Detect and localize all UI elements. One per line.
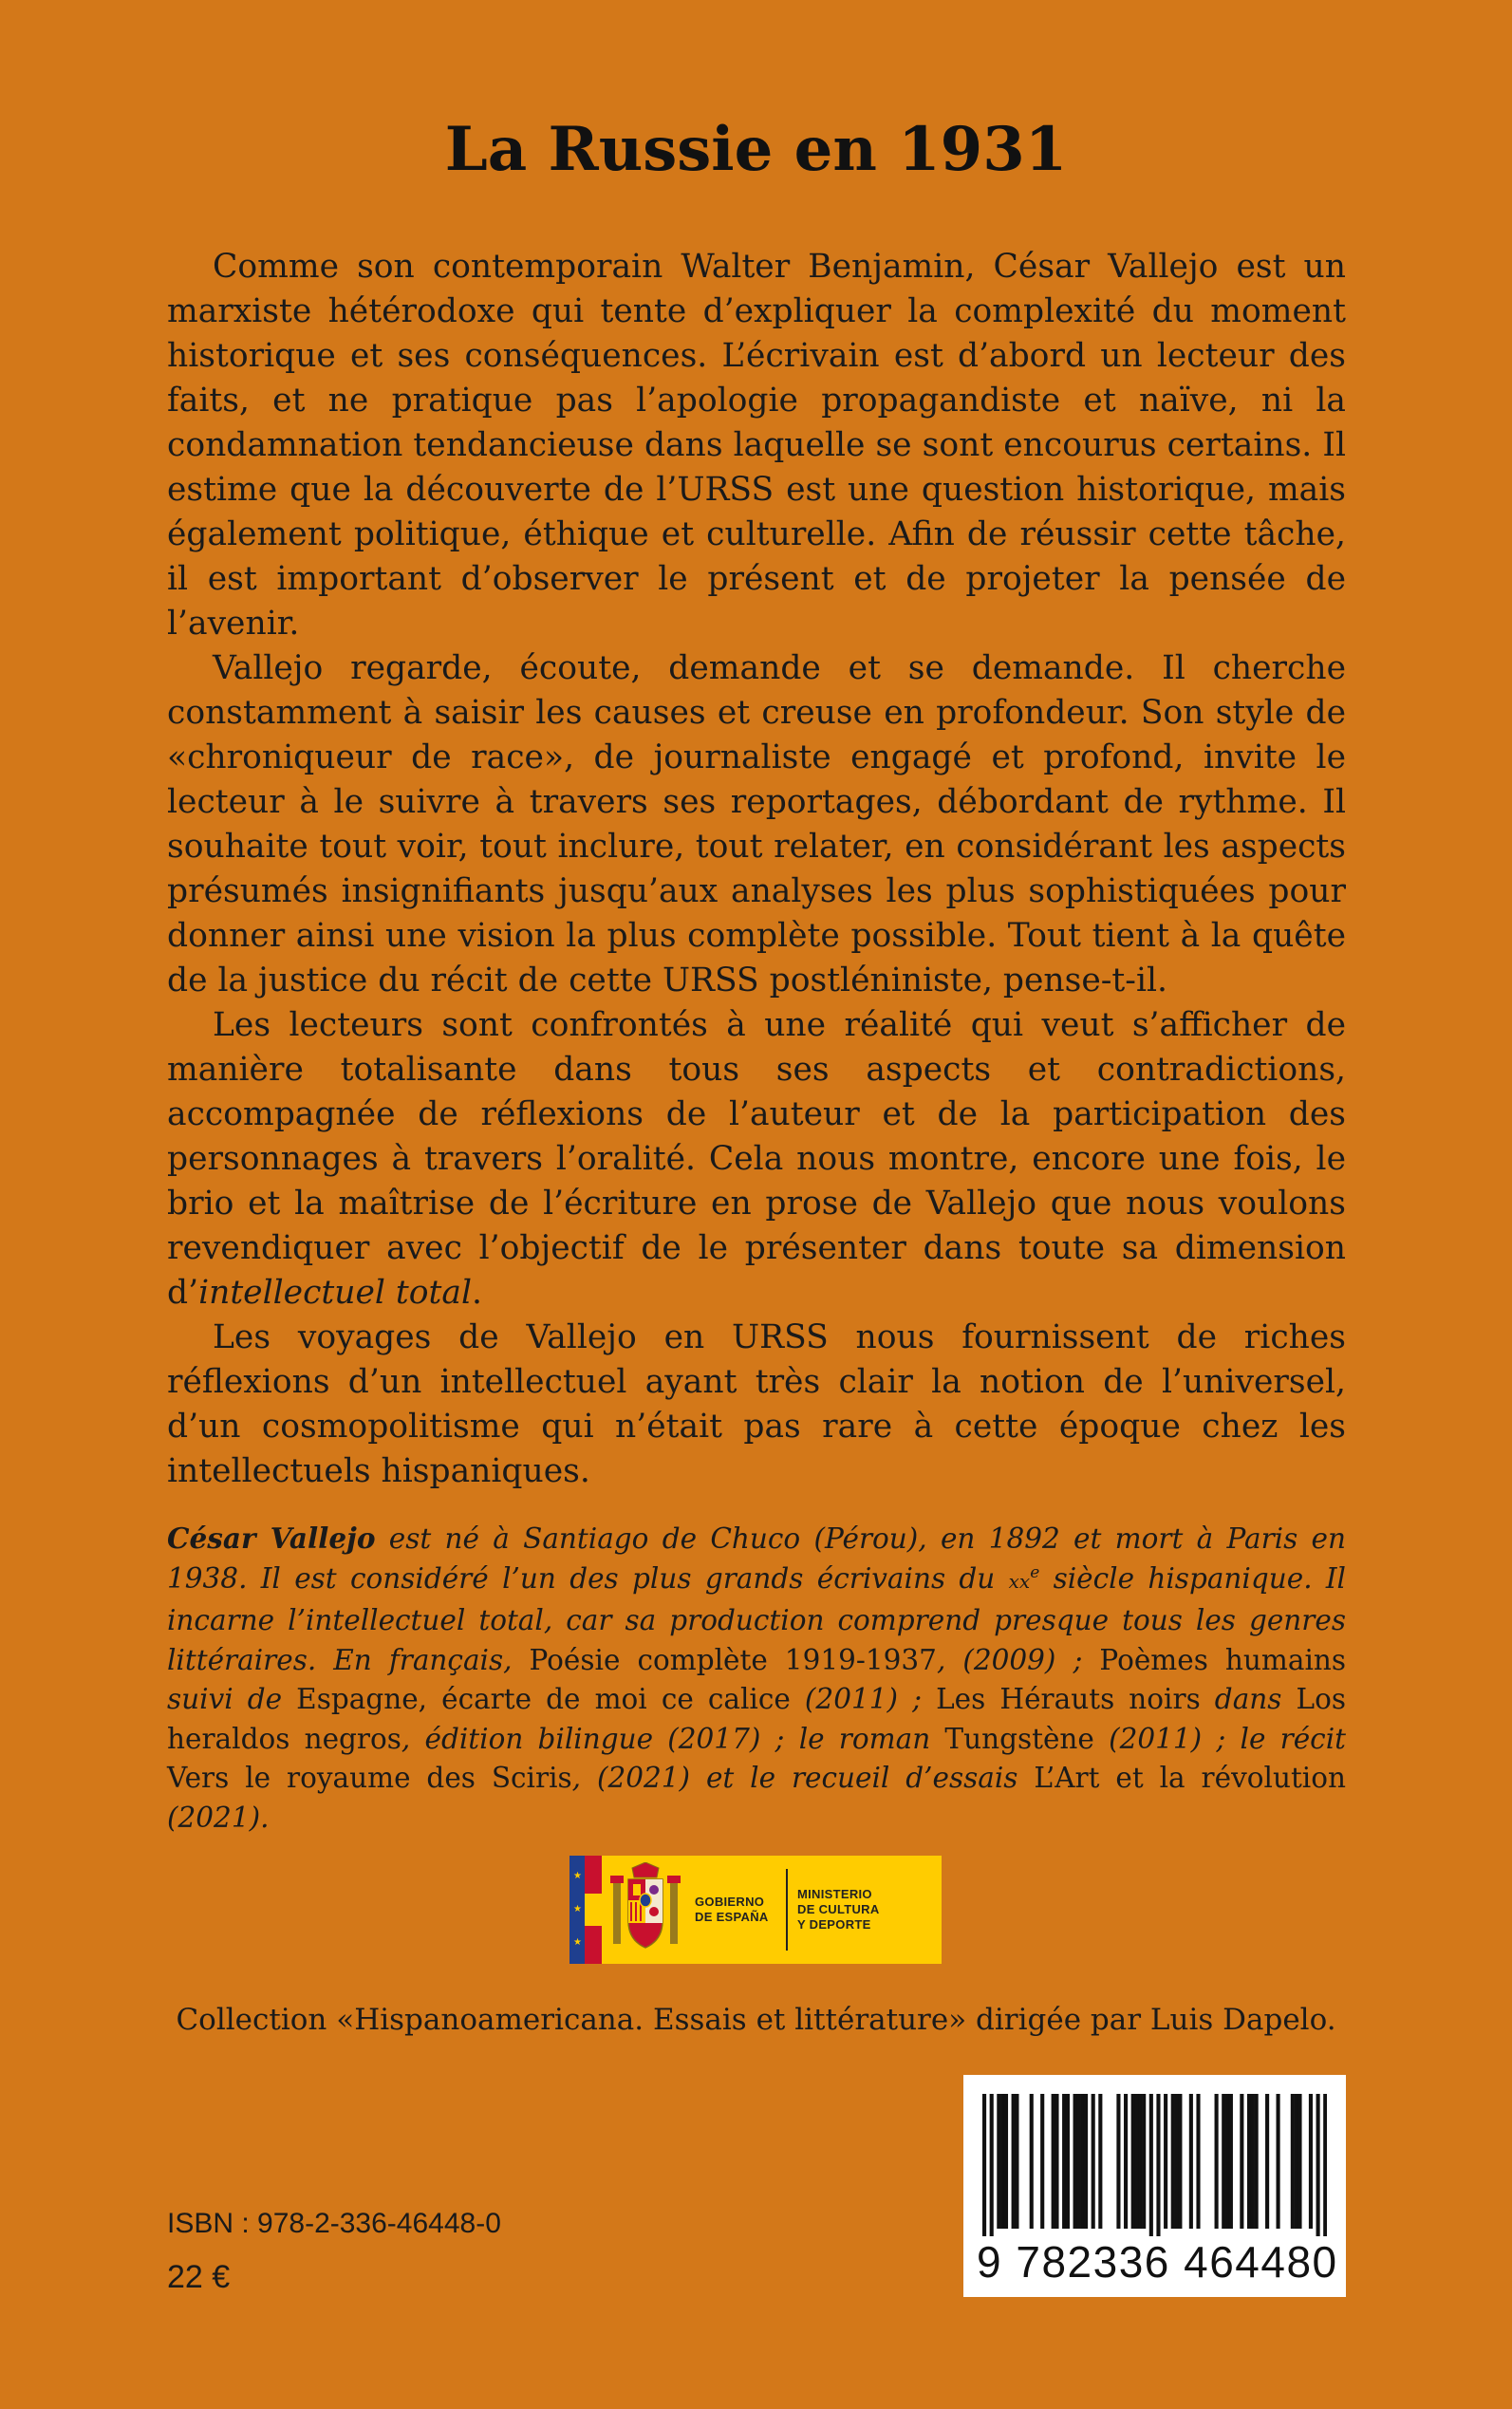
ministerio-line-2: DE CULTURA [797, 1902, 880, 1916]
paragraph-1: Comme son contemporain Walter Benjamin, César Vallejo est un marxiste hétérodoxe qui tente d’expliquer la complexité du moment historique et ses conséquences. L’écrivain est d’abord un lecteur des faits, et ne pratique pas l’apologie propagandiste et naïve, ni la condamnation tendancieuse dans laquelle se sont encourus certains. Il estime que la découverte de l’URSS est une question historique, mais également politique, éthique et culturelle. Afin de réussir cette tâche, il est important d’observer le présent et de projeter la pensée de l’avenir. [167, 248, 1346, 643]
barcode-bar [1098, 2094, 1102, 2229]
bio-s1: est né à Santiago de Chuco (Pérou), en 1892 et mort à Paris en 1938. Il est considéré l’un des plus grands écrivains du [167, 1522, 1346, 1595]
isbn: ISBN : 978-2-336-46448-0 [167, 2208, 501, 2239]
eu-star-icon: ★ [573, 1871, 582, 1881]
barcode-bar [1255, 2094, 1259, 2229]
barcode-bar [1030, 2094, 1034, 2229]
collection-line: Collection «Hispanoamericana. Essais et littérature» dirigée par Luis Dapelo. [176, 2003, 1336, 2037]
bio-century: xx [1008, 1569, 1031, 1593]
ministerio-text [797, 1887, 911, 1933]
barcode-bar [1124, 2094, 1128, 2229]
bio-work-6: Tungstène [944, 1722, 1094, 1755]
barcode-bar [1073, 2094, 1077, 2229]
bio-work-7: Vers le royaume des Sciris [167, 1762, 572, 1794]
barcode-bar [1316, 2094, 1320, 2236]
ministerio-line-1: MINISTERIO [797, 1887, 872, 1901]
barcode-bar [1178, 2094, 1182, 2229]
barcode-bar [1131, 2094, 1135, 2229]
eu-star-icon: ★ [573, 1937, 582, 1948]
barcode-bar [1215, 2094, 1219, 2229]
barcode-bar [982, 2094, 986, 2236]
gobierno-line-2: DE ESPAÑA [695, 1910, 769, 1924]
bio-work-3: Espagne, écarte de moi ce calice [296, 1683, 791, 1715]
barcode-bar [1092, 2094, 1095, 2229]
paragraph-3 [167, 1003, 1346, 1316]
bio-s10: (2021). [167, 1801, 270, 1834]
barcode-bar [997, 2094, 1000, 2229]
barcode-bar [1116, 2094, 1120, 2229]
barcode-bar [1156, 2094, 1160, 2236]
barcode-bar [1171, 2094, 1175, 2229]
barcode-bar [1015, 2094, 1018, 2229]
barcode-bar [1052, 2094, 1055, 2229]
gobierno-line-1: GOBIERNO [695, 1895, 765, 1909]
bio-s9: , (2021) et le recueil d’essais [571, 1762, 1035, 1794]
barcode-bar [1084, 2094, 1088, 2229]
barcode-bar [1291, 2094, 1295, 2229]
barcode-bar [1189, 2094, 1193, 2229]
barcode-bar [1247, 2094, 1251, 2229]
paragraph-4: Les voyages de Vallejo en URSS nous fournissent de riches réflexions d’un intellectuel ayant très clair la notion de l’universel, d’un cosmopolitisme qui n’était pas rare à cette époque chez les intellectuels hispaniques. [167, 1318, 1346, 1490]
barcode-bars [982, 2094, 1327, 2236]
bio-work-2: Poèmes humains [1099, 1643, 1347, 1676]
barcode-bar [1309, 2094, 1313, 2229]
bio-work-5: Los heraldos negros [167, 1683, 1346, 1755]
bio-s4: suivi de [167, 1683, 297, 1715]
back-cover-text [167, 245, 1346, 1494]
ministerio-line-3: Y DEPORTE [797, 1917, 871, 1932]
bio-s3: , (2009) ; [936, 1643, 1100, 1676]
barcode-bar [1076, 2094, 1080, 2229]
barcode-digits: 9 782336 464480 [977, 2237, 1338, 2287]
barcode-bar [1080, 2094, 1084, 2229]
gobierno-text [695, 1895, 776, 1925]
barcode-bar [1040, 2094, 1044, 2229]
barcode-bar [1265, 2094, 1269, 2229]
gobierno-espana-logo [569, 1856, 942, 1964]
spain-coat-of-arms-icon [607, 1862, 683, 1957]
barcode [963, 2075, 1346, 2297]
bio-work-8: L’Art et la révolution [1034, 1762, 1346, 1794]
barcode-bar [1222, 2094, 1225, 2229]
barcode-bar [1175, 2094, 1179, 2229]
barcode-bar [1240, 2094, 1243, 2229]
price: 22 € [167, 2259, 231, 2295]
barcode-bar [1297, 2094, 1301, 2229]
barcode-bar [1066, 2094, 1070, 2229]
paragraph-3-text: Les lecteurs sont confrontés à une réalité qui veut s’afficher de manière totalisante dans tous ses aspects et contradictions, accompagnée de réflexions de l’auteur et de la participation des personnages à travers l’oralité. Cela nous montre, encore une fois, le brio et la maîtrise de l’écriture en prose de Vallejo que nous voulons revendiquer avec l’objectif de le présenter dans toute sa dimension d’ [167, 1006, 1346, 1312]
barcode-bar [1149, 2094, 1153, 2236]
bio-s8: (2011) ; le récit [1093, 1722, 1346, 1755]
bio-century-sup: e [1030, 1562, 1040, 1582]
bio-s2: siècle hispanique. Il incarne l’intellectuel total, car sa production comprend presque tous les genres littéraires. En français, [167, 1561, 1346, 1676]
bio-s5: (2011) ; [790, 1683, 937, 1715]
book-title: La Russie en 1931 [444, 114, 1068, 185]
barcode-bar [1055, 2094, 1058, 2229]
author-name: César Vallejo [167, 1522, 376, 1555]
bio-work-1: Poésie complète 1919-1937 [529, 1643, 937, 1676]
barcode-bar [1251, 2094, 1255, 2229]
paragraph-3-italic: intellectuel total [198, 1274, 473, 1312]
barcode-bar [1277, 2094, 1280, 2229]
barcode-bar [1000, 2094, 1004, 2229]
barcode-bar [1138, 2094, 1142, 2229]
eu-spain-flag-strip [569, 1856, 602, 1964]
bio-s6: dans [1200, 1683, 1297, 1715]
author-bio [167, 1519, 1346, 1838]
barcode-bar [1164, 2094, 1167, 2229]
logo-divider [786, 1869, 788, 1951]
barcode-bar [1142, 2094, 1146, 2229]
barcode-bar [1062, 2094, 1066, 2229]
barcode-bar [1196, 2094, 1200, 2229]
barcode-bar [1134, 2094, 1138, 2229]
barcode-bar [990, 2094, 994, 2236]
barcode-bar [1012, 2094, 1016, 2229]
barcode-bar [1295, 2094, 1298, 2229]
eu-star-icon: ★ [573, 1904, 582, 1914]
barcode-bar [1229, 2094, 1233, 2229]
barcode-bar [1323, 2094, 1327, 2236]
paragraph-2: Vallejo regarde, écoute, demande et se demande. Il cherche constamment à saisir les causes et creuse en profondeur. Son style de «chroniqueur de race», de journaliste engagé et profond, invite le lecteur à le suivre à travers ses reportages, débordant de rythme. Il souhaite tout voir, tout inclure, tout relater, en considérant les aspects présumés insignifiants jusqu’aux analyses les plus sophistiquées pour donner ainsi une vision la plus complète possible. Tout tient à la quête de la justice du récit de cette URSS postléniniste, pense-t-il. [167, 649, 1346, 999]
barcode-bar [1225, 2094, 1229, 2229]
paragraph-3-end: . [472, 1274, 482, 1312]
bio-work-4: Les Hérauts noirs [936, 1683, 1201, 1715]
bio-s7: , édition bilingue (2017) ; le roman [401, 1722, 945, 1755]
barcode-bar [1004, 2094, 1008, 2229]
